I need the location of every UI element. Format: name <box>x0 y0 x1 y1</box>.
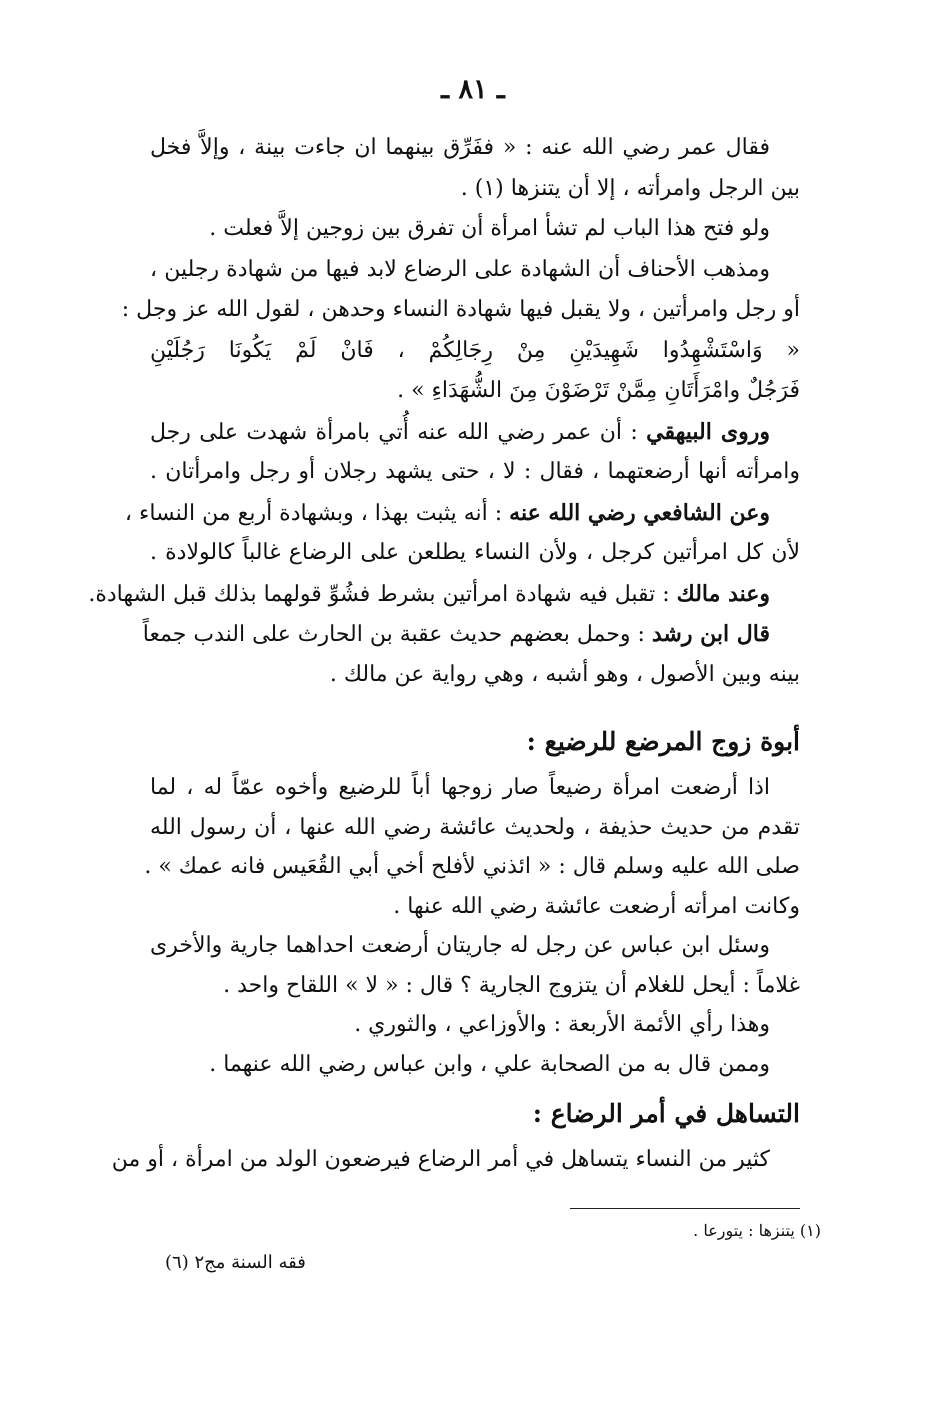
text-line <box>144 847 800 887</box>
lead-phrase: وروى البيهقي <box>646 418 770 445</box>
line-text: أو رجل وامرأتين ، ولا يقبل فيها شهادة النساء وحدهن ، لقول الله عز وجل : <box>121 297 800 322</box>
line-text: وممن قال به من الصحابة علي ، وابن عباس رضي الله عنهما . <box>209 1051 770 1077</box>
text-line <box>150 655 800 695</box>
line-text: وكانت امرأته أرضعت عائشة رضي الله عنها . <box>393 893 800 919</box>
heading-step-father: أبوة زوج المرضع للرضيع : <box>526 727 800 756</box>
text-line <box>150 768 770 808</box>
lead-phrase: وعند مالك <box>676 580 770 607</box>
page-number: ـ ٨١ ـ <box>441 74 505 105</box>
line-text: بين الرجل وامرأته ، إلا أن يتنزها (١) . <box>460 175 800 201</box>
line-text: بينه وبين الأصول ، وهو أشبه ، وهي رواية عن مالك . <box>329 661 800 687</box>
lead-phrase: وعن الشافعي رضي الله عنه <box>509 499 770 526</box>
text-line <box>150 533 800 573</box>
footnote: (١) يتنزها : يتورعا . <box>693 1221 821 1240</box>
line-text: تقدم من حديث حذيفة ، ولحديث عائشة رضي الله عنها ، أن رسول الله <box>150 814 800 840</box>
line-text: فَرَجُلٌ وامْرَأَتَانِ مِمَّنْ تَرْضَوْنَ مِنَ الشُّهَدَاءِ » . <box>397 378 800 403</box>
line-text: غلاماً : أيحل للغلام أن يتزوج الجارية ؟ قال : « لا » اللقاح واحد . <box>223 972 800 998</box>
line-text: اذا أرضعت امرأة رضيعاً صار زوجها أباً للرضيع وأخوه عمّاً له ، لما <box>150 775 770 800</box>
text-line <box>150 250 770 290</box>
line-text: وهذا رأي الأئمة الأربعة : والأوزاعي ، والثوري . <box>354 1012 770 1037</box>
heading-leniency: التساهل في أمر الرضاع : <box>532 1099 800 1128</box>
text-line <box>150 371 800 411</box>
line-text: ومذهب الأحناف أن الشهادة على الرضاع لابد فيها من شهادة رجلين ، <box>150 256 770 282</box>
line-text: : تقبل فيه شهادة امرأتين بشرط فشُوِّ قولهما بذلك قبل الشهادة. <box>88 581 677 607</box>
book-footer: فقه السنة مج٢ (٦) <box>165 1252 306 1273</box>
line-text: كثير من النساء يتساهل في أمر الرضاع فيرضعون الولد من امرأة ، أو من <box>111 1147 770 1172</box>
text-line <box>150 926 770 966</box>
line-text: صلى الله عليه وسلم قال : « ائذني لأفلح أخي أبي القُعَيس فانه عمك » . <box>144 854 800 879</box>
text-line <box>124 493 770 533</box>
text-line <box>150 128 770 168</box>
text-line <box>150 966 800 1006</box>
text-line <box>150 808 800 848</box>
line-text: لأن كل امرأتين كرجل ، ولأن النساء يطلعن على الرضاع غالباً كالولادة . <box>150 540 800 565</box>
text-line <box>150 169 800 209</box>
text-line <box>121 290 800 330</box>
text-line <box>142 614 770 654</box>
lead-phrase: قال ابن رشد <box>651 621 770 647</box>
line-text: فقال عمر رضي الله عنه : « ففَرِّق بينهما ان جاءت بينة ، وإلاَّ فخل <box>150 135 770 160</box>
text-line <box>150 1005 770 1045</box>
text-line <box>150 209 770 249</box>
line-text: « وَاسْتَشْهِدُوا شَهِيدَيْنِ مِنْ رِجَالِكُمْ ، فَانْ لَمْ يَكُونَا رَجُلَيْنِ <box>150 337 800 363</box>
line-text: وامرأته أنها أرضعتهما ، فقال : لا ، حتى يشهد رجلان أو رجل وامرأتان . <box>150 459 800 484</box>
line-text: ولو فتح هذا الباب لم تشأ امرأة أن تفرق بين زوجين إلاَّ فعلت . <box>209 216 770 241</box>
line-text: : وحمل بعضهم حديث عقبة بن الحارث على الندب جمعاً <box>142 622 652 647</box>
line-text: : أن عمر رضي الله عنه أُتي بامرأة شهدت على رجل <box>150 419 647 445</box>
text-line <box>150 412 770 452</box>
text-line <box>150 1045 770 1085</box>
footnote-separator <box>570 1208 800 1209</box>
text-line <box>111 1140 770 1180</box>
line-text: : أنه يثبت بهذا ، وبشهادة أربع من النساء ، <box>124 500 510 526</box>
text-line <box>150 452 800 492</box>
line-text: وسئل ابن عباس عن رجل له جاريتان أرضعت احداهما جارية والأخرى <box>150 933 770 958</box>
text-line <box>150 331 800 371</box>
text-line <box>88 574 770 614</box>
text-line <box>150 887 800 927</box>
